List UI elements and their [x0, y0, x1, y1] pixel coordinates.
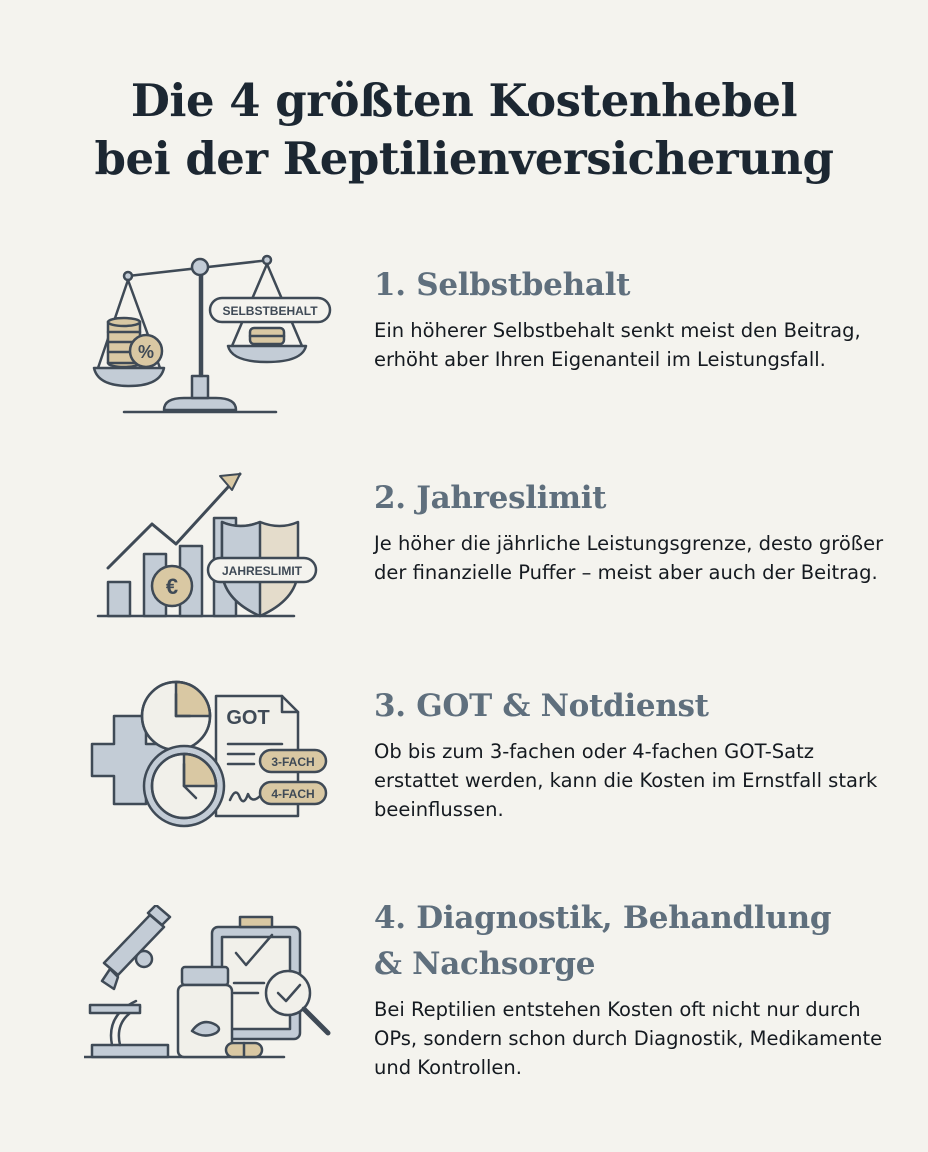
scale-icon	[84, 240, 354, 425]
microscope-clipboard-icon	[84, 905, 354, 1075]
item-3-description: Ob bis zum 3-fachen oder 4-fachen GOT-Satz erstattet werden, kann die Kosten im Ernstfall stark beeinflussen.	[374, 740, 878, 821]
item-4-description: Bei Reptilien entstehen Kosten oft nicht nur durch OPs, sondern schon durch Diagnostik, Medikamente und Kontrollen.	[374, 998, 883, 1079]
item-3-heading: 3. GOT & Notdienst	[374, 688, 709, 724]
page-title-line-2: bei der Reptilienversicherung	[94, 132, 834, 185]
item-4-heading-line-1: 4. Diagnostik, Behandlung	[374, 900, 832, 936]
selbstbehalt-pill-label: SELBSTBEHALT	[222, 304, 318, 318]
item-2-heading: 2. Jahreslimit	[374, 480, 607, 516]
item-1-heading: 1. Selbstbehalt	[374, 267, 631, 303]
clock-document-icon	[84, 678, 354, 843]
item-4-heading	[374, 895, 894, 987]
tag-3-fach: 3-FACH	[271, 755, 315, 769]
item-1-description: Ein höherer Selbstbehalt senkt meist den Beitrag, erhöht aber Ihren Eigenanteil im Leistungsfall.	[374, 319, 861, 371]
item-2-description: Je höher die jährliche Leistungsgrenze, desto größer der finanzielle Puffer – meist aber auch der Beitrag.	[374, 532, 884, 584]
percent-symbol: %	[137, 342, 155, 362]
tag-4-fach: 4-FACH	[271, 787, 315, 801]
bar-chart-shield-icon	[84, 460, 354, 630]
item-4-heading-line-2: & Nachsorge	[374, 946, 596, 982]
euro-symbol: €	[165, 574, 179, 599]
page-title	[0, 72, 928, 188]
page-title-line-1: Die 4 größten Kostenhebel	[130, 74, 798, 127]
jahreslimit-pill-label: JAHRESLIMIT	[221, 564, 303, 578]
got-document-title: GOT	[226, 707, 270, 729]
